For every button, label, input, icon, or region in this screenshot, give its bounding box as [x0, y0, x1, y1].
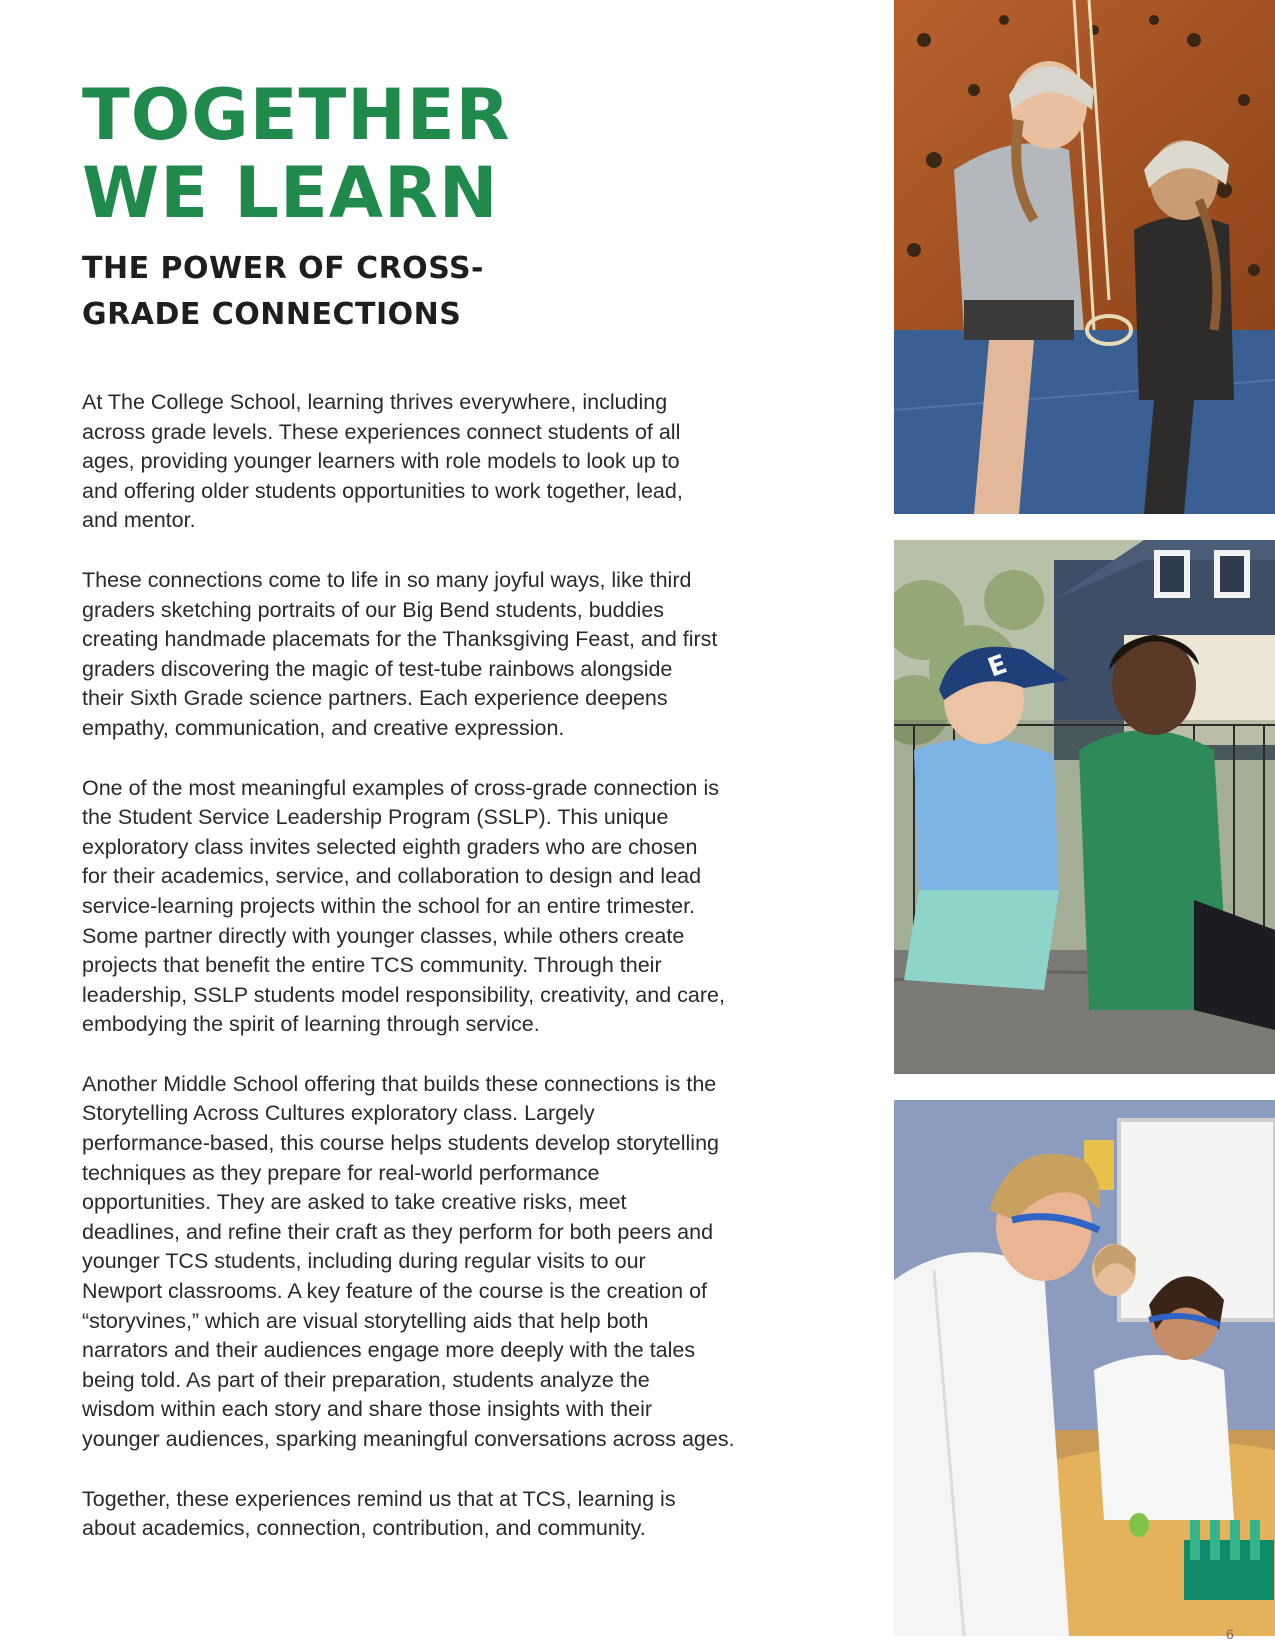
intro-paragraph [82, 388, 782, 536]
text-line: being told. As part of their preparation, students analyze the [82, 1367, 650, 1392]
text-line: creating handmade placemats for the Thanksgiving Feast, and first [82, 627, 718, 652]
storytelling-paragraph [82, 1070, 782, 1455]
cap-letter: E [984, 649, 1012, 684]
text-line: about academics, connection, contribution, and community. [82, 1516, 646, 1541]
text-line: leadership, SSLP students model responsibility, creativity, and care, [82, 982, 725, 1007]
outdoor-students-photo [894, 540, 1275, 1074]
text-line: graders sketching portraits of our Big Bend students, buddies [82, 597, 665, 622]
text-line: projects that benefit the entire TCS community. Through their [82, 953, 662, 978]
text-line: and mentor. [82, 508, 196, 533]
text-line: One of the most meaningful examples of cross-grade connection is [82, 775, 719, 800]
text-line: for their academics, service, and collaboration to design and lead [82, 864, 702, 889]
text-line: ages, providing younger learners with role models to look up to [82, 449, 680, 474]
text-line: graders discovering the magic of test-tube rainbows alongside [82, 656, 673, 681]
text-line: the Student Service Leadership Program (SSLP). This unique [82, 805, 669, 830]
science-class-photo [894, 1100, 1275, 1636]
text-line: “storyvines,” which are visual storytelling aids that help both [82, 1308, 649, 1333]
text-line: wisdom within each story and share those insights with their [82, 1397, 653, 1422]
page-title [82, 76, 782, 232]
text-line: and offering older students opportunities to work together, lead, [82, 478, 683, 503]
text-line: narrators and their audiences engage more deeply with the tales [82, 1338, 696, 1363]
climbing-wall-photo [894, 0, 1275, 514]
text-line: younger audiences, sparking meaningful conversations across ages. [82, 1427, 735, 1451]
connections-paragraph [82, 566, 782, 744]
text-line: empathy, communication, and creative expression. [82, 715, 565, 740]
text-line: opportunities. They are asked to take creative risks, meet [82, 1190, 627, 1215]
subtitle-line: THE POWER OF CROSS- [82, 251, 485, 286]
text-line: service-learning projects within the school for an entire trimester. [82, 893, 696, 918]
page-number: 6 [1226, 1626, 1234, 1642]
text-line: techniques as they prepare for real-world performance [82, 1160, 600, 1185]
text-line: younger TCS students, including during regular visits to our [82, 1249, 646, 1274]
science-class-illustration [894, 1100, 1275, 1636]
text-line: These connections come to life in so many joyful ways, like third [82, 567, 692, 592]
subtitle-line: GRADE CONNECTIONS [82, 297, 462, 332]
article-body [82, 388, 782, 1544]
text-line: Newport classrooms. A key feature of the course is the creation of [82, 1279, 708, 1304]
text-line: Some partner directly with younger classes, while others create [82, 923, 685, 948]
text-line: At The College School, learning thrives everywhere, including [82, 390, 668, 414]
outdoor-students-illustration [894, 540, 1275, 1074]
text-line: deadlines, and refine their craft as they perform for both peers and [82, 1219, 714, 1244]
title-line: WE LEARN [82, 152, 499, 234]
text-line: embodying the spirit of learning through service. [82, 1012, 540, 1037]
climbing-wall-illustration [894, 0, 1275, 514]
text-line: Together, these experiences remind us that at TCS, learning is [82, 1486, 676, 1511]
sslp-paragraph [82, 774, 782, 1040]
text-line: Storytelling Across Cultures exploratory class. Largely [82, 1101, 595, 1126]
closing-paragraph [82, 1485, 782, 1544]
text-line: Another Middle School offering that builds these connections is the [82, 1071, 717, 1096]
text-line: performance-based, this course helps students develop storytelling [82, 1131, 719, 1156]
title-line: TOGETHER [82, 74, 511, 156]
article [82, 76, 782, 1574]
text-line: across grade levels. These experiences connect students of all [82, 419, 681, 444]
text-line: their Sixth Grade science partners. Each experience deepens [82, 686, 668, 711]
page-subtitle [82, 246, 782, 338]
text-line: exploratory class invites selected eighth graders who are chosen [82, 834, 698, 859]
